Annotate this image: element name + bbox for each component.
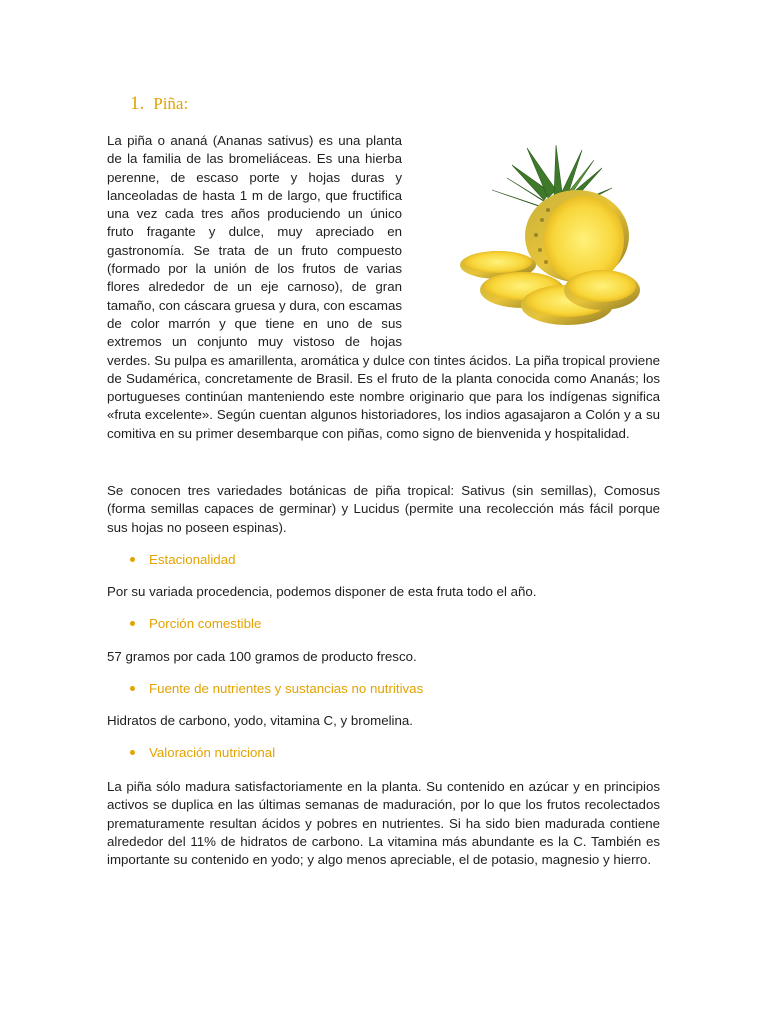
pineapple-image [452,140,652,340]
valoracion-text-block [107,778,660,869]
varieties-paragraph: Se conocen tres variedades botánicas de piña tropical: Sativus (sin semillas), Comosus (forma semillas capaces de germinar) y Lucidus (permite una recolección más fácil porque sus hojas no poseen espinas). [107,483,660,535]
heading-title: Piña: [153,94,189,113]
porcion-text: 57 gramos por cada 100 gramos de producto fresco. [107,649,417,664]
bullet-fuente-nutrientes [130,681,423,696]
fuente-text-block [107,712,660,730]
bullet-porcion-comestible [130,616,261,631]
heading-number: 1. [130,93,145,114]
bullet-valoracion-nutricional [130,745,275,760]
porcion-text-block [107,648,660,666]
section-heading [130,93,188,115]
estacionalidad-text: Por su variada procedencia, podemos disponer de esta fruta todo el año. [107,584,537,599]
bullet-dot-icon [130,557,135,562]
bullet-title: Estacionalidad [149,552,236,567]
bullet-dot-icon [130,686,135,691]
bullet-estacionalidad [130,552,236,567]
bullet-dot-icon [130,621,135,626]
bullet-dot-icon [130,750,135,755]
estacionalidad-text-block [107,583,660,601]
bullet-title: Valoración nutricional [149,745,276,760]
varieties-block [107,482,660,537]
bullet-title: Porción comestible [149,616,262,631]
valoracion-text: La piña sólo madura satisfactoriamente en la planta. Su contenido en azúcar y en principios activos se duplica en las últimas semanas de maduración, por lo que los frutos recolectados prematuramente resultan ácidos y pobres en nutrientes. Si ha sido bien madurada contiene alrededor del 11% de hidratos de carbono. La vitamina más abundante es la C. También es importante su contenido en yodo; y algo menos apreciable, el de potasio, magnesio y hierro. [107,779,660,868]
intro-paragraph: La piña o ananá (Ananas sativus) es una planta de la familia de las bromeliáceas. Es una hierba perenne, de escaso porte y hojas duras y lanceoladas de hasta 1 m de largo, que fructifica una vez cada tres años produciendo un único fruto fragante y dulce, muy apreciado en gastronomía. Se trata de un fruto compuesto (formado por la unión de los frutos de varias flores alrededor de un eje carnoso), de gran tamaño, con cáscara gruesa y dura, con escamas de color marrón y que tiene en uno de sus extremos un conjunto muy vistoso de hojas verdes. Su pulpa es amarillenta, aromática y dulce con tintes ácidos. La piña tropical proviene de Sudamérica, concretamente de Brasil. Es el fruto de la planta conocida como Ananás; los portugueses continúan manteniendo este nombre originario que para los indígenas significa «fruta excelente». Según cuentan algunos historiadores, los indios agasajaron a Colón y a su comitiva en su primer desembarque con piñas, como signo de bienvenida y hospitalidad. [107,133,660,441]
bullet-title: Fuente de nutrientes y sustancias no nutritivas [149,681,424,696]
fuente-text: Hidratos de carbono, yodo, vitamina C, y bromelina. [107,713,413,728]
